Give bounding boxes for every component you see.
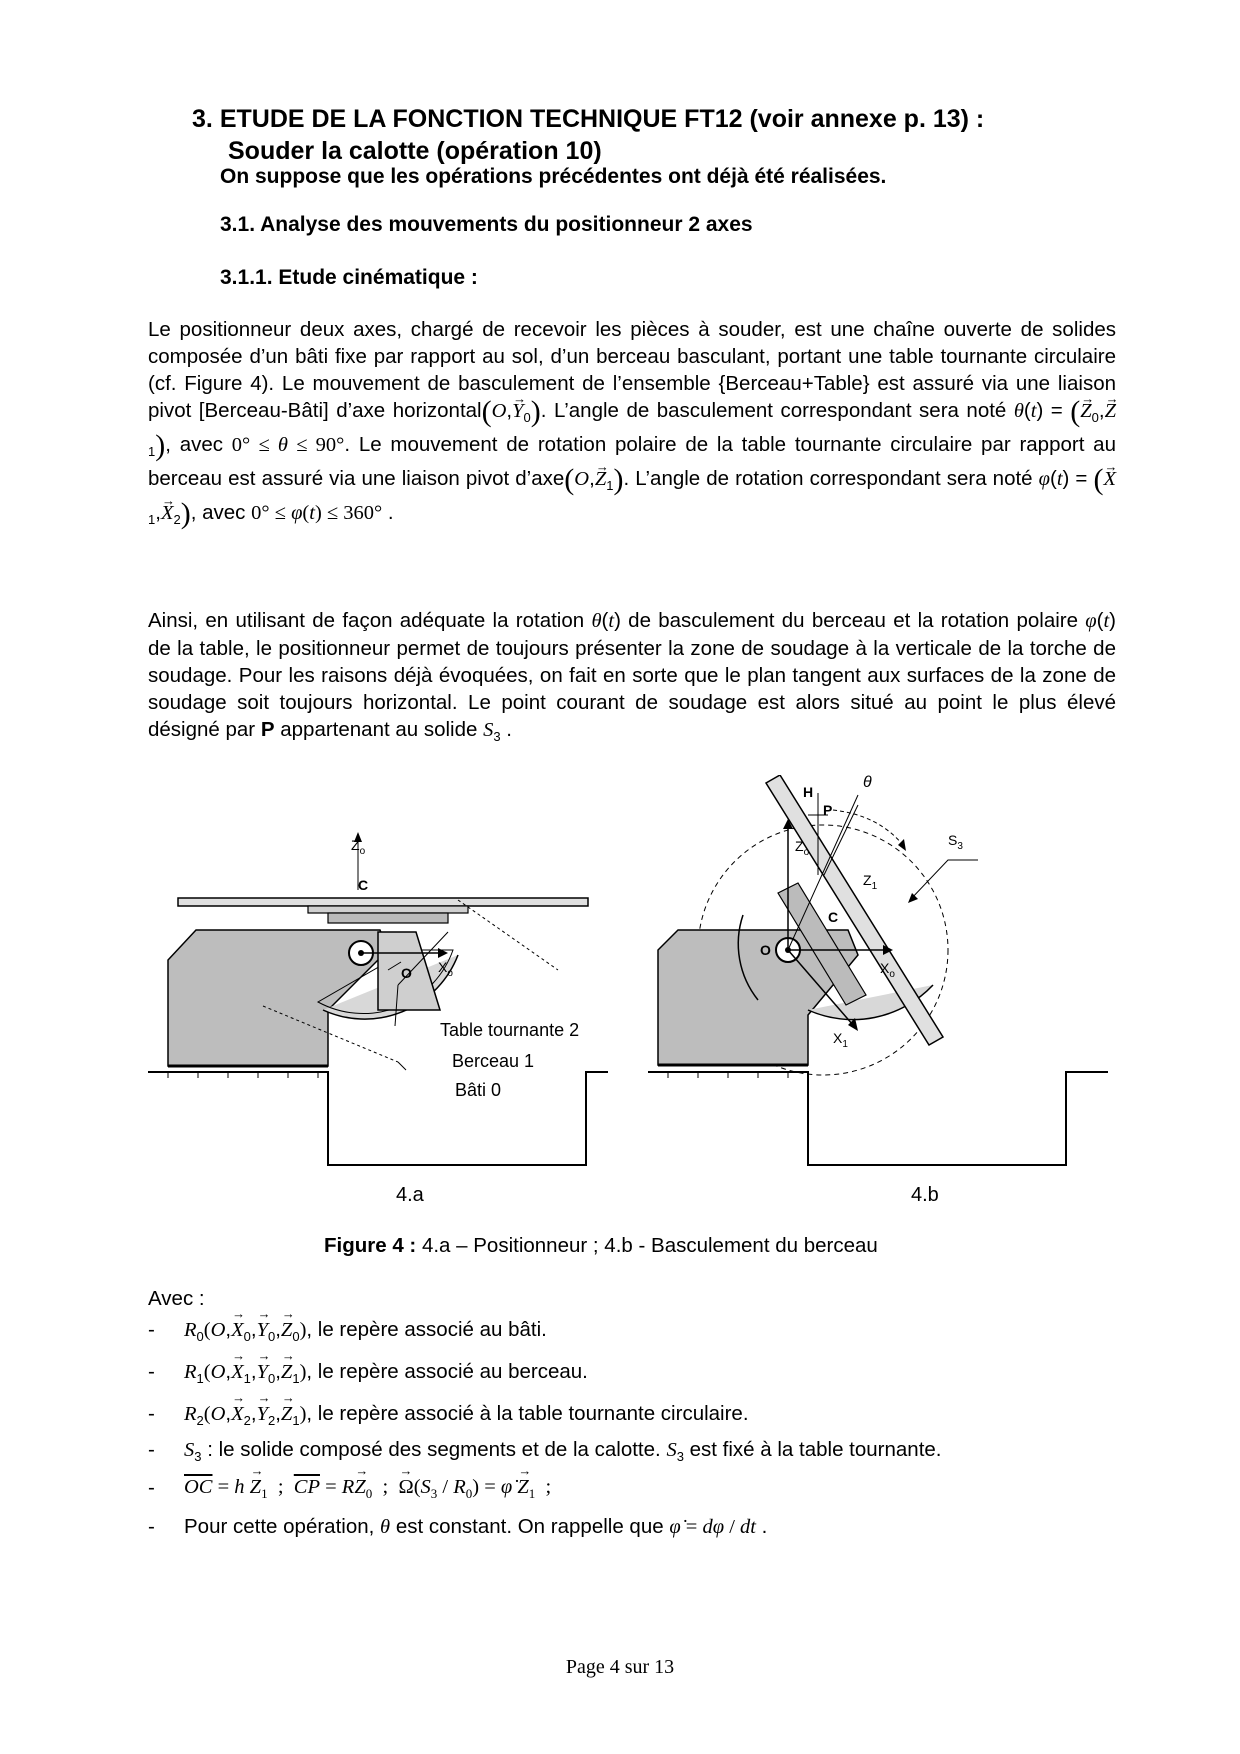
fig4a-table-label: Table tournante 2 (440, 1020, 580, 1040)
figure-caption-text: 4.a – Positionneur ; 4.b - Basculement du berceau (416, 1234, 878, 1257)
list-item-r2: - $R_2(O,\to X_2,\to Y_2,\to Z_1)$, le repère associé à la table tournante circulaire. (148, 1402, 1108, 1432)
list-item-s3: - $S_3$ : le solide composé des segments et de la calotte. $S_3$ est fixé à la table tournante. (148, 1438, 942, 1465)
fig4a-c-label: C (358, 877, 369, 893)
figure-4a-diagram (148, 820, 618, 1180)
para1-text-3: , avec (165, 433, 224, 457)
list-item3-text: , le repère associé à la table tournante circulaire. (306, 1402, 749, 1425)
fig4a-z0-label: $Z_o$ (351, 837, 366, 857)
avec-label: Avec : (148, 1287, 205, 1310)
para1-text-2: . L’angle de basculement correspondant sera noté (540, 399, 1007, 422)
list-item1-text: , le repère associé au bâti. (306, 1318, 547, 1341)
para2-text-2: de basculement du berceau et la rotation polaire (628, 609, 1078, 632)
subsubsection-title: 3.1.1. Etude cinématique : (220, 266, 478, 289)
figure-4b-label: 4.b (911, 1184, 939, 1206)
para1-text-5: . L’angle de rotation correspondant sera noté (623, 467, 1033, 491)
fig4b-z0-label: $Z_o$ (795, 838, 810, 858)
list-item4b-text: est fixé à la table tournante. (689, 1438, 942, 1461)
list-item-theta: - Pour cette opération, θ est constant. On rappelle que φ̇ = dφ / dt . (148, 1515, 768, 1538)
fig4a-x0-label: $X_o$ (438, 959, 453, 979)
section-number: 3. (192, 105, 213, 133)
fig4b-z1-label: $Z_1$ (863, 872, 878, 892)
para2-text-1: Ainsi, en utilisant de façon adéquate la rotation (148, 609, 585, 632)
fig4b-theta-label: θ (863, 775, 872, 791)
section-heading (192, 104, 984, 134)
fig4b-c-label: C (828, 909, 839, 925)
fig4b-o-label: O (760, 942, 771, 958)
figure-4a-label: 4.a (396, 1184, 424, 1206)
fig4b-x0-label: $X_o$ (880, 960, 895, 980)
list-item6a-text: Pour cette opération, (184, 1515, 375, 1538)
para1-text-1: Le positionneur deux axes, chargé de recevoir les pièces à souder, est une chaîne ouverte de solides composée d’un bâti fixe par rapport au sol, d’un berceau basculant, portant une table tournante circulaire (cf. Figure 4). Le mouvement de basculement de l’ensemble {Berceau+Table} est assuré via une liaison pivot [Berceau-Bâti] d’axe horizontal (148, 318, 1116, 422)
list-item2-text: , le repère associé au berceau. (306, 1360, 588, 1383)
list-item-vectors: - $\overline{OC} = h \to Z_1$ ; $\overline{CP} = R\to Z_0$ ; → $\Omega(S_3 / R_0)$ = φ̇ → $Z_1$ ; (148, 1476, 1108, 1506)
para2-text-3: de la table, le positionneur permet de toujours présenter la zone de soudage à la verticale de la torche de soudage. Pour les raisons déjà évoquées, on fait en sorte que le plan tangent aux surfaces de la zone de soudage soit toujours horizontal. Le point courant de soudage est alors situé au point le plus élevé désigné par (148, 637, 1116, 741)
subsection-title: 3.1. Analyse des mouvements du positionneur 2 axes (220, 213, 753, 236)
point-p-bold: P (260, 718, 275, 741)
para1-text-4: . Le mouvement de rotation polaire de la table tournante circulaire par rapport au berceau est assuré via une liaison pivot d’axe (148, 433, 1116, 491)
section-title-line1: ETUDE DE LA FONCTION TECHNIQUE FT12 (voir annexe p. 13) : (219, 105, 985, 133)
fig4a-o-label: O (401, 965, 412, 981)
fig4b-s3-label: $S_3$ (948, 832, 963, 852)
list-item6b-text: est constant. On rappelle que (395, 1515, 664, 1538)
para2-text-4: appartenant au solide (280, 718, 478, 741)
section-subtitle: On suppose que les opérations précédentes ont déjà été réalisées. (220, 165, 887, 188)
paragraph-2: Ainsi, en utilisant de façon adéquate la rotation θ(t) de basculement du berceau et la rotation polaire φ(t) de la table, le positionneur permet de toujours présenter la zone de soudage à la verticale de la torche de soudage. Pour les raisons déjà évoquées, on fait en sorte que le plan tangent aux surfaces de la zone de soudage soit toujours horizontal. Le point courant de soudage est alors situé au point le plus élevé désigné par P appartenant au solide $S_3$ . (148, 609, 1116, 745)
figure-4b-diagram (648, 775, 1118, 1175)
list-item4a-text: : le solide composé des segments et de la calotte. (207, 1438, 661, 1461)
section-title-line2: Souder la calotte (opération 10) (228, 137, 602, 165)
paragraph-1: Le positionneur deux axes, chargé de recevoir les pièces à souder, est une chaîne ouverte de solides composée d’un bâti fixe par rapport au sol, d’un berceau basculant, portant une table tournante circulaire (cf. Figure 4). Le mouvement de basculement de l’ensemble {Berceau+Table} est assuré via une liaison pivot [Berceau-Bâti] d’axe horizontal(O,→ $Y_0$). L’angle de basculement correspondant sera noté θ(t) = (→ $Z_0,\to Z_1$), avec 0° ≤ θ ≤ 90°. Le mouvement de rotation polaire de la table tournante circulaire par rapport au berceau est assuré via une liaison pivot d’axe(O,→ $Z_1$). L’angle de rotation correspondant sera noté φ(t) = (→ $X_1,\to X_2$), avec 0° ≤ φ(t) ≤ 360° . (148, 316, 1116, 533)
page-number: Page 4 sur 13 (565, 1656, 675, 1678)
fig4b-h-label: H (803, 784, 814, 800)
para1-text-6: , avec (190, 501, 246, 525)
list-item-r0: - $R_0(O,\to X_0,\to Y_0,\to Z_0)$, le repère associé au bâti. (148, 1318, 1108, 1348)
figure-caption (324, 1234, 878, 1258)
list-item-r1: - $R_1(O,\to X_1,\to Y_0,\to Z_1)$, le repère associé au berceau. (148, 1360, 1108, 1390)
fig4b-p-label: P (823, 802, 833, 818)
figure-caption-bold: Figure 4 : (324, 1234, 417, 1257)
fig4b-x1-label: $X_1$ (833, 1030, 848, 1050)
fig4a-berceau-label: Berceau 1 (452, 1051, 535, 1071)
fig4a-bati-label: Bâti 0 (455, 1080, 502, 1100)
